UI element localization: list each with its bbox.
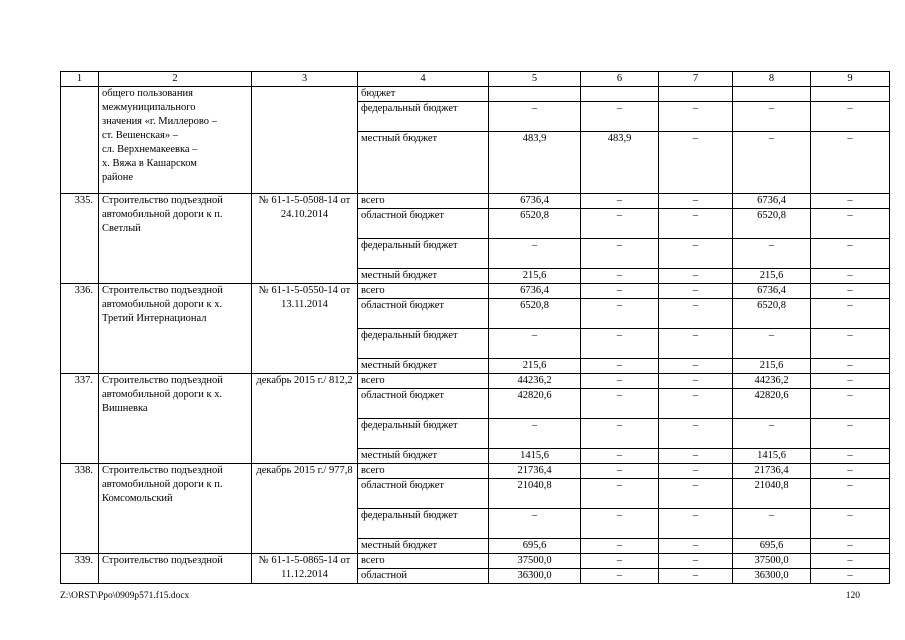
table-row bbox=[61, 554, 890, 569]
amount-cell: 1415,6 bbox=[733, 449, 811, 464]
amount-cell bbox=[659, 87, 733, 102]
amount-cell: – bbox=[581, 509, 659, 539]
amount-cell: – bbox=[659, 269, 733, 284]
amount-cell: 6736,4 bbox=[489, 194, 581, 209]
amount-cell bbox=[733, 87, 811, 102]
amount-cell: – bbox=[659, 299, 733, 329]
amount-cell: – bbox=[811, 284, 890, 299]
amount-cell: – bbox=[581, 569, 659, 584]
column-header: 4 bbox=[358, 72, 489, 87]
column-header: 1 bbox=[61, 72, 99, 87]
amount-cell: – bbox=[581, 239, 659, 269]
funding-source: всего bbox=[358, 194, 489, 209]
table-row bbox=[61, 194, 890, 209]
amount-cell: – bbox=[581, 359, 659, 374]
column-header: 2 bbox=[99, 72, 252, 87]
item-name-line: сл. Верхнемакеевка – bbox=[102, 144, 198, 155]
amount-cell: – bbox=[733, 239, 811, 269]
item-name-line: районе bbox=[102, 172, 134, 183]
amount-cell: 21040,8 bbox=[733, 479, 811, 509]
table-row bbox=[61, 464, 890, 479]
amount-cell: – bbox=[581, 284, 659, 299]
amount-cell: – bbox=[659, 539, 733, 554]
amount-cell: 695,6 bbox=[733, 539, 811, 554]
amount-cell: 44236,2 bbox=[489, 374, 581, 389]
amount-cell bbox=[811, 87, 890, 102]
amount-cell: – bbox=[581, 539, 659, 554]
item-name bbox=[99, 87, 252, 194]
funding-source: областной бюджет bbox=[358, 209, 489, 239]
amount-cell bbox=[489, 87, 581, 102]
amount-cell: – bbox=[581, 464, 659, 479]
item-name-line: общего пользования bbox=[102, 88, 193, 99]
budget-table bbox=[60, 71, 890, 584]
item-document: декабрь 2015 г./ 977,8 bbox=[252, 464, 358, 554]
item-name: Строительство подъездной автомобильной дороги к х. Третий Интернационал bbox=[99, 284, 252, 374]
item-number bbox=[61, 87, 99, 194]
item-number: 335. bbox=[61, 194, 99, 284]
amount-cell: 1415,6 bbox=[489, 449, 581, 464]
item-name-line: межмуниципального bbox=[102, 102, 196, 113]
amount-cell: – bbox=[489, 509, 581, 539]
table-row bbox=[61, 374, 890, 389]
column-header: 8 bbox=[733, 72, 811, 87]
amount-cell: 6520,8 bbox=[733, 299, 811, 329]
item-name: Строительство подъездной автомобильной дороги к х. Вишневка bbox=[99, 374, 252, 464]
item-name: Строительство подъездной автомобильной дороги к п. Светлый bbox=[99, 194, 252, 284]
funding-source: всего bbox=[358, 374, 489, 389]
amount-cell: 21040,8 bbox=[489, 479, 581, 509]
amount-cell: – bbox=[811, 329, 890, 359]
amount-cell: – bbox=[659, 569, 733, 584]
funding-source: местный бюджет bbox=[358, 449, 489, 464]
funding-source: федеральный бюджет bbox=[358, 102, 489, 132]
amount-cell: – bbox=[811, 419, 890, 449]
amount-cell: 215,6 bbox=[489, 269, 581, 284]
table-row bbox=[61, 87, 890, 102]
amount-cell: – bbox=[811, 239, 890, 269]
amount-cell: 6736,4 bbox=[733, 194, 811, 209]
amount-cell: – bbox=[581, 479, 659, 509]
amount-cell: – bbox=[733, 509, 811, 539]
amount-cell: – bbox=[489, 239, 581, 269]
column-header: 7 bbox=[659, 72, 733, 87]
item-number: 336. bbox=[61, 284, 99, 374]
column-header: 6 bbox=[581, 72, 659, 87]
amount-cell: – bbox=[581, 194, 659, 209]
amount-cell: – bbox=[659, 329, 733, 359]
item-number: 339. bbox=[61, 554, 99, 584]
amount-cell: – bbox=[659, 374, 733, 389]
amount-cell: 42820,6 bbox=[733, 389, 811, 419]
amount-cell: – bbox=[489, 329, 581, 359]
amount-cell: 6736,4 bbox=[733, 284, 811, 299]
amount-cell: – bbox=[581, 554, 659, 569]
amount-cell: 36300,0 bbox=[489, 569, 581, 584]
amount-cell: – bbox=[733, 329, 811, 359]
amount-cell: – bbox=[581, 102, 659, 132]
funding-source: всего bbox=[358, 554, 489, 569]
amount-cell: – bbox=[659, 479, 733, 509]
amount-cell: – bbox=[489, 419, 581, 449]
amount-cell: – bbox=[811, 569, 890, 584]
amount-cell: – bbox=[659, 509, 733, 539]
amount-cell: – bbox=[811, 449, 890, 464]
amount-cell: 37500,0 bbox=[733, 554, 811, 569]
amount-cell: 6520,8 bbox=[489, 209, 581, 239]
amount-cell: 215,6 bbox=[489, 359, 581, 374]
funding-source: местный бюджет bbox=[358, 132, 489, 194]
amount-cell bbox=[581, 87, 659, 102]
item-name-line: ст. Вешенская» – bbox=[102, 130, 178, 141]
amount-cell: – bbox=[811, 359, 890, 374]
amount-cell: – bbox=[581, 419, 659, 449]
amount-cell: – bbox=[733, 102, 811, 132]
table-row bbox=[61, 284, 890, 299]
item-document: № 61-1-5-0508-14 от 24.10.2014 bbox=[252, 194, 358, 284]
amount-cell: – bbox=[811, 209, 890, 239]
amount-cell: – bbox=[659, 449, 733, 464]
amount-cell: – bbox=[659, 419, 733, 449]
funding-source: всего bbox=[358, 284, 489, 299]
funding-source: областной бюджет bbox=[358, 479, 489, 509]
funding-source: местный бюджет bbox=[358, 269, 489, 284]
column-header: 5 bbox=[489, 72, 581, 87]
amount-cell: – bbox=[659, 194, 733, 209]
amount-cell: – bbox=[581, 209, 659, 239]
amount-cell: – bbox=[811, 132, 890, 194]
amount-cell: 36300,0 bbox=[733, 569, 811, 584]
funding-source: федеральный бюджет bbox=[358, 419, 489, 449]
funding-source: областной бюджет bbox=[358, 389, 489, 419]
amount-cell: 42820,6 bbox=[489, 389, 581, 419]
item-document: декабрь 2015 г./ 812,2 bbox=[252, 374, 358, 464]
amount-cell: – bbox=[659, 102, 733, 132]
column-header: 9 bbox=[811, 72, 890, 87]
amount-cell: – bbox=[659, 554, 733, 569]
amount-cell: – bbox=[659, 284, 733, 299]
item-document: № 61-1-5-0865-14 от 11.12.2014 bbox=[252, 554, 358, 584]
amount-cell: – bbox=[659, 209, 733, 239]
amount-cell: – bbox=[733, 132, 811, 194]
amount-cell: – bbox=[659, 132, 733, 194]
amount-cell: – bbox=[811, 374, 890, 389]
amount-cell: – bbox=[811, 389, 890, 419]
amount-cell: – bbox=[581, 449, 659, 464]
item-name-line: значения «г. Миллерово – bbox=[102, 116, 217, 127]
funding-source: федеральный бюджет bbox=[358, 329, 489, 359]
amount-cell: 6736,4 bbox=[489, 284, 581, 299]
amount-cell: – bbox=[811, 464, 890, 479]
footer-page-number: 120 bbox=[845, 591, 860, 601]
item-number: 337. bbox=[61, 374, 99, 464]
item-name-line: х. Вяжа в Кашарском bbox=[102, 158, 197, 169]
item-name: Строительство подъездной автомобильной дороги к п. Комсомольский bbox=[99, 464, 252, 554]
funding-source: бюджет bbox=[358, 87, 489, 102]
amount-cell: – bbox=[811, 269, 890, 284]
amount-cell: – bbox=[811, 479, 890, 509]
amount-cell: 483,9 bbox=[489, 132, 581, 194]
amount-cell: – bbox=[581, 389, 659, 419]
amount-cell: – bbox=[659, 464, 733, 479]
amount-cell: – bbox=[581, 269, 659, 284]
amount-cell: – bbox=[811, 554, 890, 569]
item-document: № 61-1-5-0550-14 от 13.11.2014 bbox=[252, 284, 358, 374]
amount-cell: 21736,4 bbox=[733, 464, 811, 479]
amount-cell: – bbox=[659, 239, 733, 269]
amount-cell: – bbox=[659, 359, 733, 374]
funding-source: федеральный бюджет bbox=[358, 239, 489, 269]
amount-cell: 215,6 bbox=[733, 359, 811, 374]
amount-cell: – bbox=[811, 194, 890, 209]
funding-source: всего bbox=[358, 464, 489, 479]
amount-cell: – bbox=[581, 299, 659, 329]
funding-source: местный бюджет bbox=[358, 359, 489, 374]
funding-source: областной bbox=[358, 569, 489, 584]
amount-cell: 483,9 bbox=[581, 132, 659, 194]
amount-cell: – bbox=[811, 509, 890, 539]
amount-cell: – bbox=[811, 102, 890, 132]
funding-source: областной бюджет bbox=[358, 299, 489, 329]
amount-cell: 6520,8 bbox=[733, 209, 811, 239]
amount-cell: – bbox=[489, 102, 581, 132]
amount-cell: – bbox=[659, 389, 733, 419]
amount-cell: – bbox=[811, 539, 890, 554]
amount-cell: 21736,4 bbox=[489, 464, 581, 479]
amount-cell: – bbox=[581, 329, 659, 359]
amount-cell: – bbox=[811, 299, 890, 329]
header-row bbox=[61, 72, 890, 87]
amount-cell: 695,6 bbox=[489, 539, 581, 554]
item-name: Строительство подъездной bbox=[99, 554, 252, 584]
item-document bbox=[252, 87, 358, 194]
item-number: 338. bbox=[61, 464, 99, 554]
funding-source: федеральный бюджет bbox=[358, 509, 489, 539]
amount-cell: – bbox=[733, 419, 811, 449]
funding-source: местный бюджет bbox=[358, 539, 489, 554]
amount-cell: – bbox=[581, 374, 659, 389]
footer-file-path: Z:\ORST\Ppo\0909p571.f15.docx bbox=[60, 591, 190, 601]
column-header: 3 bbox=[252, 72, 358, 87]
amount-cell: 6520,8 bbox=[489, 299, 581, 329]
amount-cell: 215,6 bbox=[733, 269, 811, 284]
amount-cell: 44236,2 bbox=[733, 374, 811, 389]
amount-cell: 37500,0 bbox=[489, 554, 581, 569]
